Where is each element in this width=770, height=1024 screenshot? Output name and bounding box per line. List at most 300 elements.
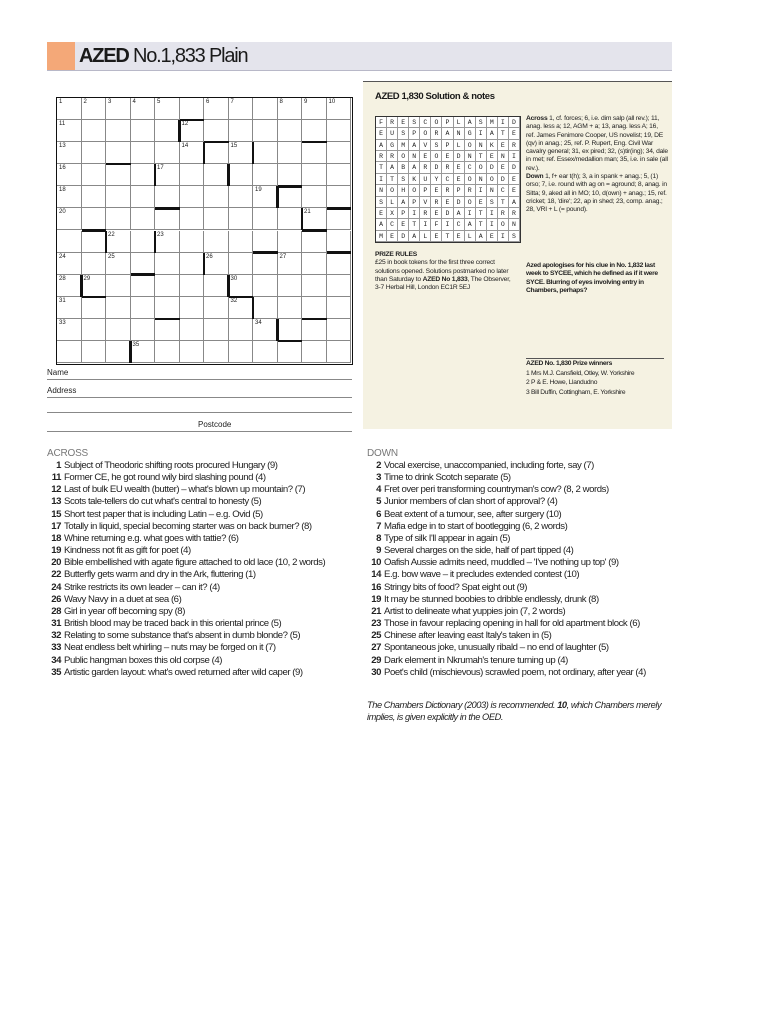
- grid-cell[interactable]: [229, 208, 254, 230]
- grid-cell[interactable]: [57, 341, 82, 363]
- solution-cell: P: [442, 117, 453, 128]
- solution-cell: R: [376, 151, 387, 162]
- grid-cell[interactable]: [327, 164, 352, 186]
- grid-cell[interactable]: [57, 142, 82, 164]
- grid-cell[interactable]: [204, 98, 229, 120]
- grid-cell[interactable]: [57, 208, 82, 230]
- name-line[interactable]: [47, 379, 352, 380]
- grid-cell[interactable]: [302, 231, 327, 253]
- solution-grid: [375, 116, 521, 243]
- grid-cell[interactable]: [106, 208, 131, 230]
- clue-number: 21: [304, 209, 311, 216]
- grid-cell[interactable]: [82, 319, 107, 341]
- grid-cell[interactable]: [180, 208, 205, 230]
- solution-cell: T: [387, 174, 398, 185]
- grid-cell[interactable]: [155, 164, 180, 186]
- solution-cell: A: [465, 219, 476, 230]
- grid-cell[interactable]: [131, 164, 156, 186]
- grid-cell[interactable]: [82, 341, 107, 363]
- grid-cell[interactable]: [302, 98, 327, 120]
- clue-item: [367, 545, 677, 557]
- clue-item-number: 6: [376, 508, 381, 520]
- grid-cell[interactable]: [82, 275, 107, 297]
- clue-item-text: Fret over peri transforming countryman's cow? (8, 2 words): [384, 484, 609, 496]
- clue-item: [47, 630, 365, 642]
- clue-number: 34: [255, 319, 262, 326]
- solution-cell: Y: [431, 174, 442, 185]
- solution-cell: A: [465, 117, 476, 128]
- grid-cell[interactable]: [253, 253, 278, 275]
- grid-cell[interactable]: [327, 319, 352, 341]
- clue-item: [47, 460, 365, 472]
- solution-cell: T: [476, 151, 487, 162]
- grid-cell[interactable]: [106, 231, 131, 253]
- grid-cell[interactable]: [155, 120, 180, 142]
- clue-item: [47, 533, 365, 545]
- solution-cell: D: [509, 117, 520, 128]
- clue-item-text: It may be stunned boobies to dribble endlessly, drunk (8): [384, 593, 599, 605]
- grid-cell[interactable]: [327, 208, 352, 230]
- grid-cell[interactable]: [327, 231, 352, 253]
- grid-cell[interactable]: [204, 319, 229, 341]
- grid-cell[interactable]: [131, 297, 156, 319]
- grid-cell[interactable]: [327, 297, 352, 319]
- grid-cell[interactable]: [302, 275, 327, 297]
- grid-cell[interactable]: [253, 186, 278, 208]
- grid-cell[interactable]: [253, 275, 278, 297]
- grid-cell[interactable]: [204, 142, 229, 164]
- solution-cell: R: [498, 208, 509, 219]
- grid-cell[interactable]: [82, 98, 107, 120]
- grid-cell[interactable]: [131, 98, 156, 120]
- grid-cell[interactable]: [229, 164, 254, 186]
- clue-item: [367, 472, 677, 484]
- clue-item-number: 26: [51, 593, 61, 605]
- grid-cell[interactable]: [57, 297, 82, 319]
- grid-cell[interactable]: [180, 341, 205, 363]
- clue-item-text: Kindness not fit as gift for poet (4): [64, 545, 191, 557]
- grid-cell[interactable]: [253, 297, 278, 319]
- solution-cell: E: [442, 197, 453, 208]
- grid-cell[interactable]: [57, 120, 82, 142]
- apology-note: Azed apologises for his clue in No. 1,832 last week to SYCEE, which he defined as if it were SYCE. Blurring of eyes involving entry in Chambers, perhaps?: [526, 262, 658, 294]
- clue-item-number: 2: [376, 460, 381, 471]
- solution-title: AZED 1,830 Solution & notes: [375, 91, 495, 102]
- grid-cell[interactable]: [302, 341, 327, 363]
- solution-cell: E: [387, 231, 398, 242]
- grid-cell[interactable]: [131, 275, 156, 297]
- grid-cell[interactable]: [57, 98, 82, 120]
- solution-cell: I: [487, 219, 498, 230]
- solution-cell: I: [420, 219, 431, 230]
- grid-cell[interactable]: [302, 253, 327, 275]
- clue-item-text: Poet's child (mischievous) scrawled poem, not ordinary, after year (4): [384, 666, 646, 678]
- grid-cell[interactable]: [278, 297, 303, 319]
- clue-item-text: Public hangman boxes this old corpse (4): [64, 654, 222, 666]
- solution-cell: I: [509, 151, 520, 162]
- grid-cell[interactable]: [278, 253, 303, 275]
- grid-bar: [252, 142, 254, 164]
- clue-number: 4: [132, 99, 136, 105]
- grid-cell[interactable]: [155, 186, 180, 208]
- solution-cell: E: [376, 128, 387, 139]
- grid-cell[interactable]: [327, 98, 352, 120]
- solution-cell: C: [387, 219, 398, 230]
- clue-item: [367, 484, 677, 496]
- grid-cell[interactable]: [327, 142, 352, 164]
- grid-cell[interactable]: [204, 120, 229, 142]
- clue-number: 7: [230, 99, 234, 105]
- solution-cell: A: [487, 128, 498, 139]
- grid-cell[interactable]: [204, 164, 229, 186]
- solution-cell: E: [431, 208, 442, 219]
- grid-cell[interactable]: [82, 164, 107, 186]
- solution-cell: P: [409, 128, 420, 139]
- grid-cell[interactable]: [278, 164, 303, 186]
- grid-cell[interactable]: [131, 231, 156, 253]
- solution-cell: E: [498, 140, 509, 151]
- grid-cell[interactable]: [106, 253, 131, 275]
- grid-cell[interactable]: [253, 142, 278, 164]
- grid-cell[interactable]: [302, 297, 327, 319]
- winner-2: 2 P & E. Howe, Llandudno: [526, 379, 598, 386]
- grid-cell[interactable]: [155, 98, 180, 120]
- grid-cell[interactable]: [229, 120, 254, 142]
- clue-item-text: Subject of Theodoric shifting roots procured Hungary (9): [64, 460, 278, 471]
- grid-cell[interactable]: [229, 297, 254, 319]
- clue-item-text: E.g. bow wave – it precludes extended contest (10): [384, 569, 580, 581]
- grid-cell[interactable]: [131, 208, 156, 230]
- grid-cell[interactable]: [229, 231, 254, 253]
- grid-cell[interactable]: [302, 164, 327, 186]
- prize-rules-text: £25 in book tokens for the first three correct solutions opened. Solutions postmarked no later than Saturday to: [375, 259, 509, 283]
- grid-cell[interactable]: [82, 231, 107, 253]
- solution-cell: I: [376, 174, 387, 185]
- grid-cell[interactable]: [82, 208, 107, 230]
- clue-item: [47, 606, 365, 618]
- grid-cell[interactable]: [302, 142, 327, 164]
- solution-cell: N: [498, 151, 509, 162]
- grid-cell[interactable]: [155, 275, 180, 297]
- grid-cell[interactable]: [253, 120, 278, 142]
- grid-cell[interactable]: [131, 120, 156, 142]
- grid-cell[interactable]: [204, 297, 229, 319]
- clue-item: [367, 594, 677, 606]
- grid-cell[interactable]: [278, 120, 303, 142]
- grid-cell[interactable]: [229, 142, 254, 164]
- solution-cell: I: [465, 208, 476, 219]
- grid-cell[interactable]: [57, 275, 82, 297]
- grid-bar: [253, 251, 278, 253]
- postcode-line[interactable]: [47, 431, 352, 432]
- clue-item-number: 18: [51, 532, 61, 544]
- grid-cell[interactable]: [106, 120, 131, 142]
- grid-cell[interactable]: [131, 341, 156, 363]
- solution-cell: I: [476, 128, 487, 139]
- grid-cell[interactable]: [82, 297, 107, 319]
- solution-cell: A: [509, 197, 520, 208]
- solution-cell: T: [476, 219, 487, 230]
- grid-cell[interactable]: [302, 208, 327, 230]
- grid-bar: [106, 163, 131, 165]
- solution-cell: N: [476, 174, 487, 185]
- clue-item-text: Time to drink Scotch separate (5): [384, 472, 511, 484]
- solution-cell: P: [442, 140, 453, 151]
- clue-item: [47, 496, 365, 508]
- clue-item: [47, 557, 365, 569]
- grid-cell[interactable]: [131, 142, 156, 164]
- grid-cell[interactable]: [278, 98, 303, 120]
- grid-cell[interactable]: [57, 319, 82, 341]
- solution-cell: T: [442, 231, 453, 242]
- grid-cell[interactable]: [106, 186, 131, 208]
- grid-cell[interactable]: [155, 341, 180, 363]
- grid-cell[interactable]: [155, 208, 180, 230]
- grid-cell[interactable]: [229, 98, 254, 120]
- solution-cell: F: [431, 219, 442, 230]
- grid-cell[interactable]: [57, 164, 82, 186]
- grid-cell[interactable]: [180, 120, 205, 142]
- down-heading: DOWN: [367, 448, 398, 459]
- clue-item-number: 24: [51, 581, 61, 593]
- grid-cell[interactable]: [180, 231, 205, 253]
- solution-cell: A: [409, 140, 420, 151]
- clue-item-text: Totally in liquid, special becoming starter was on back burner? (8): [64, 520, 312, 532]
- header-rule: [47, 70, 672, 71]
- grid-cell[interactable]: [155, 253, 180, 275]
- grid-cell[interactable]: [106, 98, 131, 120]
- grid-cell[interactable]: [131, 186, 156, 208]
- grid-cell[interactable]: [155, 142, 180, 164]
- grid-cell[interactable]: [278, 275, 303, 297]
- grid-cell[interactable]: [204, 275, 229, 297]
- title-rest: No.1,833 Plain: [128, 45, 248, 67]
- grid-cell[interactable]: [278, 208, 303, 230]
- grid-cell[interactable]: [229, 275, 254, 297]
- grid-bar: [327, 207, 352, 209]
- clue-item-text: British blood may be traced back in this oriental prince (5): [64, 618, 282, 630]
- grid-cell[interactable]: [57, 253, 82, 275]
- clue-item-number: 21: [371, 605, 381, 617]
- grid-cell[interactable]: [204, 186, 229, 208]
- grid-cell[interactable]: [302, 186, 327, 208]
- grid-cell[interactable]: [180, 186, 205, 208]
- clue-item: [47, 521, 365, 533]
- grid-cell[interactable]: [180, 275, 205, 297]
- solution-cell: I: [498, 231, 509, 242]
- solution-cell: S: [409, 117, 420, 128]
- grid-cell[interactable]: [180, 297, 205, 319]
- grid-cell[interactable]: [180, 253, 205, 275]
- solution-cell: E: [431, 185, 442, 196]
- solution-cell: A: [409, 231, 420, 242]
- grid-cell[interactable]: [204, 341, 229, 363]
- down-clue-list: [367, 460, 677, 679]
- crossword-grid[interactable]: [56, 97, 353, 365]
- solution-cell: O: [420, 128, 431, 139]
- grid-cell[interactable]: [82, 253, 107, 275]
- grid-cell[interactable]: [57, 186, 82, 208]
- solution-cell: C: [454, 219, 465, 230]
- solution-cell: O: [465, 140, 476, 151]
- clue-item-number: 13: [51, 496, 61, 508]
- grid-cell[interactable]: [229, 186, 254, 208]
- grid-bar: [229, 296, 254, 298]
- footnote-clue-ref: 10: [557, 700, 567, 710]
- grid-cell[interactable]: [327, 120, 352, 142]
- grid-cell[interactable]: [253, 98, 278, 120]
- clue-item-text: Butterfly gets warm and dry in the Ark, fluttering (1): [64, 569, 256, 581]
- grid-cell[interactable]: [327, 341, 352, 363]
- grid-bar: [180, 119, 205, 121]
- solution-cell: A: [442, 128, 453, 139]
- address-line-2[interactable]: [47, 412, 352, 413]
- grid-cell[interactable]: [180, 98, 205, 120]
- clue-number: 14: [181, 143, 189, 150]
- grid-cell[interactable]: [253, 231, 278, 253]
- grid-cell[interactable]: [204, 208, 229, 230]
- grid-bar: [82, 296, 107, 298]
- grid-cell[interactable]: [327, 186, 352, 208]
- grid-cell[interactable]: [106, 164, 131, 186]
- address-line-1[interactable]: [47, 397, 352, 398]
- solution-cell: I: [409, 208, 420, 219]
- clue-number: 26: [206, 253, 213, 260]
- clue-number: 20: [59, 209, 66, 216]
- clue-item: [367, 509, 677, 521]
- grid-cell[interactable]: [229, 319, 254, 341]
- grid-cell[interactable]: [253, 164, 278, 186]
- clue-item-text: Dark element in Nkrumah's tenure turning up (4): [384, 654, 568, 666]
- grid-cell[interactable]: [106, 275, 131, 297]
- winner-1: 1 Mrs M.J. Cansfield, Otley, W. Yorkshire: [526, 369, 635, 377]
- grid-cell[interactable]: [302, 319, 327, 341]
- grid-cell[interactable]: [278, 186, 303, 208]
- solution-cell: S: [376, 197, 387, 208]
- grid-cell[interactable]: [57, 231, 82, 253]
- grid-cell[interactable]: [131, 319, 156, 341]
- clue-item: [367, 606, 677, 618]
- clue-number: 33: [59, 319, 66, 326]
- grid-cell[interactable]: [180, 319, 205, 341]
- grid-cell[interactable]: [155, 319, 180, 341]
- clue-item-number: 5: [376, 496, 381, 508]
- grid-cell[interactable]: [278, 231, 303, 253]
- clue-item-number: 17: [51, 520, 61, 532]
- grid-cell[interactable]: [131, 253, 156, 275]
- grid-cell[interactable]: [155, 231, 180, 253]
- prize-address: , The Observer, 3-7 Herbal Hill, London EC1R 5EJ: [375, 275, 511, 292]
- grid-cell[interactable]: [82, 186, 107, 208]
- solution-cell: D: [509, 162, 520, 173]
- clue-number: 29: [83, 275, 91, 282]
- grid-cell[interactable]: [180, 142, 205, 164]
- solution-cell: S: [476, 117, 487, 128]
- clue-number: 19: [255, 187, 262, 194]
- solution-cell: N: [465, 151, 476, 162]
- solution-cell: L: [387, 197, 398, 208]
- grid-cell[interactable]: [106, 142, 131, 164]
- solution-cell: E: [442, 151, 453, 162]
- notes-down-label: Down: [526, 173, 544, 181]
- grid-cell[interactable]: [229, 341, 254, 363]
- solution-cell: V: [420, 140, 431, 151]
- prize-winners: [526, 359, 666, 397]
- solution-cell: P: [420, 185, 431, 196]
- solution-cell: G: [387, 140, 398, 151]
- grid-cell[interactable]: [155, 297, 180, 319]
- solution-cell: U: [420, 174, 431, 185]
- clue-number: 2: [83, 99, 87, 105]
- solution-cell: E: [454, 162, 465, 173]
- solution-cell: S: [431, 140, 442, 151]
- grid-cell[interactable]: [253, 341, 278, 363]
- grid-bar: [178, 120, 180, 142]
- clue-item: [47, 655, 365, 667]
- grid-cell[interactable]: [106, 341, 131, 363]
- clue-item-number: 15: [51, 508, 61, 520]
- clue-item-number: 28: [51, 605, 61, 617]
- grid-cell[interactable]: [204, 253, 229, 275]
- grid-cell[interactable]: [278, 341, 303, 363]
- name-label: Name: [47, 368, 69, 377]
- grid-cell[interactable]: [82, 120, 107, 142]
- grid-cell[interactable]: [278, 319, 303, 341]
- grid-cell[interactable]: [204, 231, 229, 253]
- solution-cell: O: [398, 151, 409, 162]
- solution-cell: O: [387, 185, 398, 196]
- grid-cell[interactable]: [106, 297, 131, 319]
- clue-item-number: 14: [371, 569, 381, 581]
- grid-cell[interactable]: [253, 208, 278, 230]
- clue-item: [367, 630, 677, 642]
- clue-item-text: Former CE, he got round wily bird slashing pound (4): [64, 472, 266, 484]
- solution-cell: E: [487, 151, 498, 162]
- solution-cell: M: [398, 140, 409, 151]
- solution-top-rule: [363, 81, 672, 82]
- solution-cell: M: [487, 117, 498, 128]
- solution-cell: T: [498, 128, 509, 139]
- grid-bar: [154, 231, 156, 253]
- grid-bar: [278, 185, 303, 187]
- solution-cell: S: [398, 174, 409, 185]
- grid-cell[interactable]: [82, 142, 107, 164]
- solution-cell: F: [376, 117, 387, 128]
- grid-cell[interactable]: [253, 319, 278, 341]
- grid-bar: [301, 208, 303, 230]
- clue-number: 27: [279, 253, 287, 260]
- solution-cell: N: [409, 151, 420, 162]
- solution-cell: E: [398, 219, 409, 230]
- grid-cell[interactable]: [106, 319, 131, 341]
- solution-cell: R: [509, 140, 520, 151]
- grid-bar: [82, 229, 107, 231]
- grid-cell[interactable]: [229, 253, 254, 275]
- solution-cell: L: [465, 231, 476, 242]
- grid-cell[interactable]: [180, 164, 205, 186]
- solution-cell: N: [376, 185, 387, 196]
- grid-cell[interactable]: [278, 142, 303, 164]
- grid-cell[interactable]: [327, 253, 352, 275]
- clue-item-text: Scots tale-tellers do cut what's central to honesty (5): [64, 496, 262, 508]
- grid-cell[interactable]: [327, 275, 352, 297]
- grid-cell[interactable]: [302, 120, 327, 142]
- prize-rules-title: PRIZE RULES: [375, 251, 418, 258]
- solution-cell: S: [398, 128, 409, 139]
- solution-cell: N: [509, 219, 520, 230]
- clue-number: 24: [59, 253, 66, 260]
- clue-item: [367, 460, 677, 472]
